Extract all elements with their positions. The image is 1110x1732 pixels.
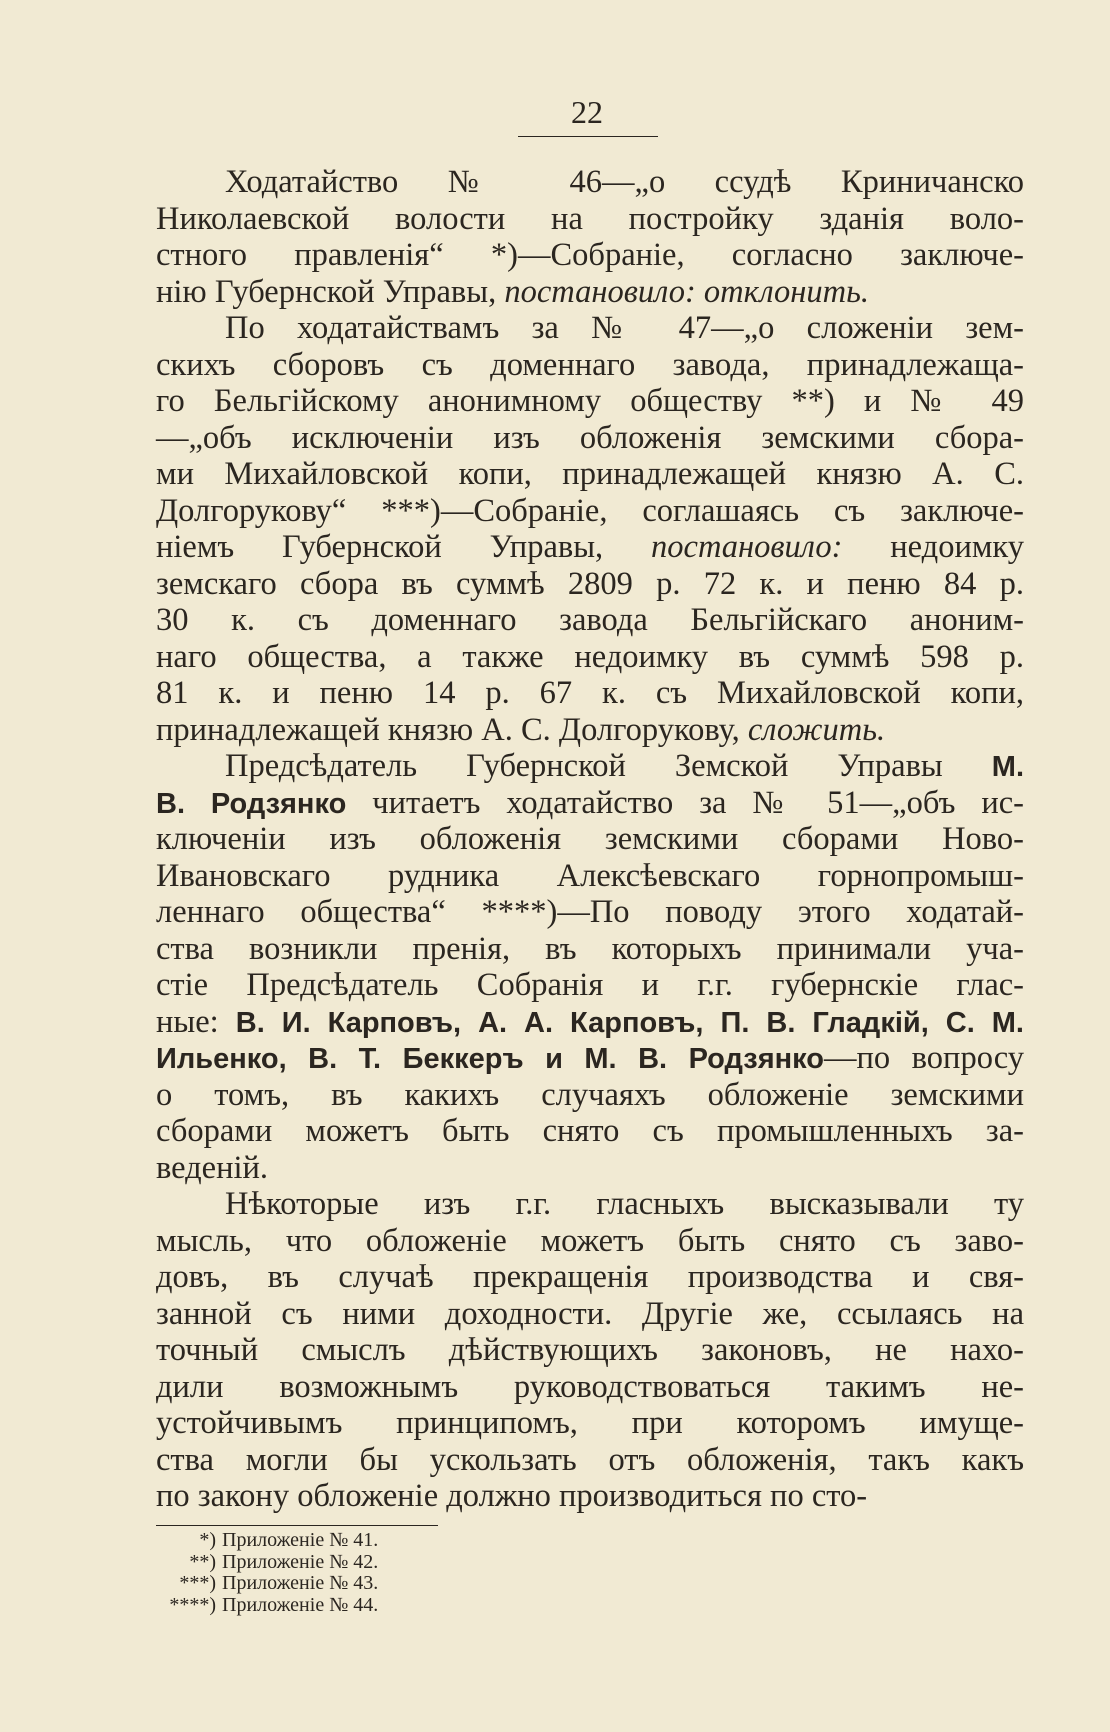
footnote-mark: ***) [179, 1572, 216, 1594]
text-span: Долгорукову“ ***)—Собраніе, соглашаясь съ заключе- [156, 492, 1024, 529]
text-span: устойчивымъ принципомъ, при которомъ имуще- [156, 1405, 1024, 1441]
text-span: недоимку [842, 529, 1024, 565]
paragraph [156, 748, 1024, 1186]
text-span: ства возникли пренія, въ которыхъ принимали уча- [156, 930, 1024, 967]
text-span: По ходатайствамъ за № 47—„о сложеніи зем- [225, 310, 1024, 346]
bold-name-span: В. Родзянко [156, 787, 347, 820]
text-span: читаетъ ходатайство за № 51—„объ ис- [346, 784, 1024, 821]
text-span: —„объ исключеніи изъ обложенія земскими сбора- [156, 419, 1024, 456]
paragraph [156, 1186, 1024, 1515]
bold-name-span: Ильенко, В. Т. Беккеръ и М. В. Родзянко [156, 1043, 824, 1075]
text-span: 81 к. и пеню 14 р. 67 к. съ Михайловской копи, [156, 675, 1024, 711]
text-line [156, 1186, 1024, 1223]
text-line [156, 748, 1024, 785]
italic-span: постановило: отклонить. [504, 273, 870, 310]
text-line [156, 1332, 1024, 1369]
text-span: принадлежащей князю А. С. Долгорукову, [156, 711, 748, 748]
footnote-rule [156, 1525, 438, 1526]
text-line [156, 1113, 1024, 1150]
text-line [156, 602, 1024, 639]
footnote-text: Приложеніе № 41. [222, 1529, 379, 1551]
text-line [156, 420, 1024, 457]
bold-name-span: В. И. Карповъ, А. А. Карповъ, П. В. Гладкій, С. М. [235, 1006, 1024, 1039]
text-span: ми Михайловской копи, принадлежащей князю А. С. [156, 456, 1024, 492]
text-line [156, 1077, 1024, 1114]
text-line [156, 931, 1024, 968]
page-number-rule [518, 136, 658, 137]
text-line [156, 1442, 1024, 1479]
text-line [156, 1369, 1024, 1406]
italic-span: постановило: [651, 529, 843, 565]
text-line [156, 1223, 1024, 1260]
paragraph [156, 310, 1024, 748]
text-line [156, 1405, 1024, 1442]
text-line [156, 712, 1024, 749]
paragraph [156, 164, 1024, 310]
footnote [152, 1552, 552, 1574]
text-span: Нѣкоторые изъ г.г. гласныхъ высказывали ту [225, 1186, 1024, 1222]
footnotes [152, 1530, 552, 1616]
text-span: стного правленія“ *)—Собраніе, согласно заключе- [156, 237, 1024, 273]
text-span: мысль, что обложеніе можетъ быть снято съ заво- [156, 1222, 1024, 1259]
text-span: ства могли бы ускользать отъ обложенія, такъ какъ [156, 1441, 1024, 1478]
text-span: скихъ сборовъ съ доменнаго завода, принадлежаща- [156, 346, 1024, 383]
text-span: точный смыслъ дѣйствующихъ законовъ, не нахо- [156, 1332, 1024, 1368]
text-line [156, 1004, 1024, 1041]
text-line [156, 858, 1024, 895]
text-span: Николаевской волости на постройку зданія воло- [156, 200, 1024, 237]
text-line [156, 493, 1024, 530]
text-line [156, 1259, 1024, 1296]
text-span: о томъ, въ какихъ случаяхъ обложеніе земскими [156, 1076, 1024, 1113]
text-span: нію Губернской Управы, [156, 273, 505, 310]
text-line [156, 347, 1024, 384]
text-span: Ивановскаго рудника Алексѣевскаго горнопромыш- [156, 857, 1024, 894]
text-line [156, 1296, 1024, 1333]
text-span: довъ, въ случаѣ прекращенія производства и свя- [156, 1259, 1024, 1295]
text-line [156, 639, 1024, 676]
text-line [156, 383, 1024, 420]
text-span: го Бельгійскому анонимному обществу **) и № 49 [156, 383, 1024, 419]
italic-span: сложить. [747, 711, 886, 748]
text-span: занной съ ними доходности. Другіе же, ссылаясь на [156, 1295, 1024, 1332]
text-line [156, 1150, 1024, 1187]
page-number: 22 [571, 94, 603, 130]
text-span: ные: [156, 1003, 236, 1040]
text-line [156, 1478, 1024, 1515]
text-line [156, 456, 1024, 493]
text-line [156, 310, 1024, 347]
text-span: Ходатайство № 46—„о ссудѣ Криничанско [225, 164, 1024, 200]
footnote [152, 1573, 552, 1595]
text-line [156, 1040, 1024, 1077]
text-span: веденій. [156, 1149, 269, 1186]
text-line [156, 821, 1024, 858]
text-span: наго общества, а также недоимку въ суммѣ 598 р. [156, 638, 1024, 675]
text-line [156, 675, 1024, 712]
text-line [156, 201, 1024, 238]
footnote-text: Приложеніе № 42. [222, 1550, 379, 1573]
text-span: 30 к. съ доменнаго завода Бельгійскаго аноним- [156, 602, 1024, 638]
footnote-mark: ****) [169, 1593, 216, 1616]
body-text [156, 164, 1024, 1515]
footnote-mark: **) [189, 1550, 216, 1573]
text-span: стіе Предсѣдатель Собранія и г.г. губернскіе глас- [156, 967, 1024, 1003]
text-span: Предсѣдатель Губернской Земской Управы [225, 748, 992, 784]
text-line [156, 529, 1024, 566]
text-line [156, 967, 1024, 1004]
footnote [152, 1595, 552, 1617]
footnote-text: Приложеніе № 44. [222, 1593, 379, 1616]
text-line [156, 785, 1024, 822]
footnote-text: Приложеніе № 43. [222, 1572, 379, 1594]
text-line [156, 164, 1024, 201]
bold-name-span: М. [991, 751, 1024, 783]
footnote-mark: *) [199, 1529, 216, 1551]
text-span: ключеніи изъ обложенія земскими сборами Ново- [156, 821, 1024, 857]
text-line [156, 237, 1024, 274]
text-span: сборами можетъ быть снято съ промышленныхъ за- [156, 1113, 1024, 1149]
text-line [156, 274, 1024, 311]
text-span: дили возможнымъ руководствоваться такимъ не- [156, 1368, 1024, 1405]
text-span: земскаго сбора въ суммѣ 2809 р. 72 к. и пеню 84 р. [156, 565, 1024, 602]
text-span: —по вопросу [823, 1040, 1025, 1076]
text-span: ніемъ Губернской Управы, [156, 529, 652, 565]
footnote [152, 1530, 552, 1552]
text-span: по закону обложеніе должно производиться по сто- [156, 1478, 868, 1514]
text-span: леннаго общества“ ****)—По поводу этого ходатай- [156, 894, 1024, 930]
text-line [156, 566, 1024, 603]
text-line [156, 894, 1024, 931]
